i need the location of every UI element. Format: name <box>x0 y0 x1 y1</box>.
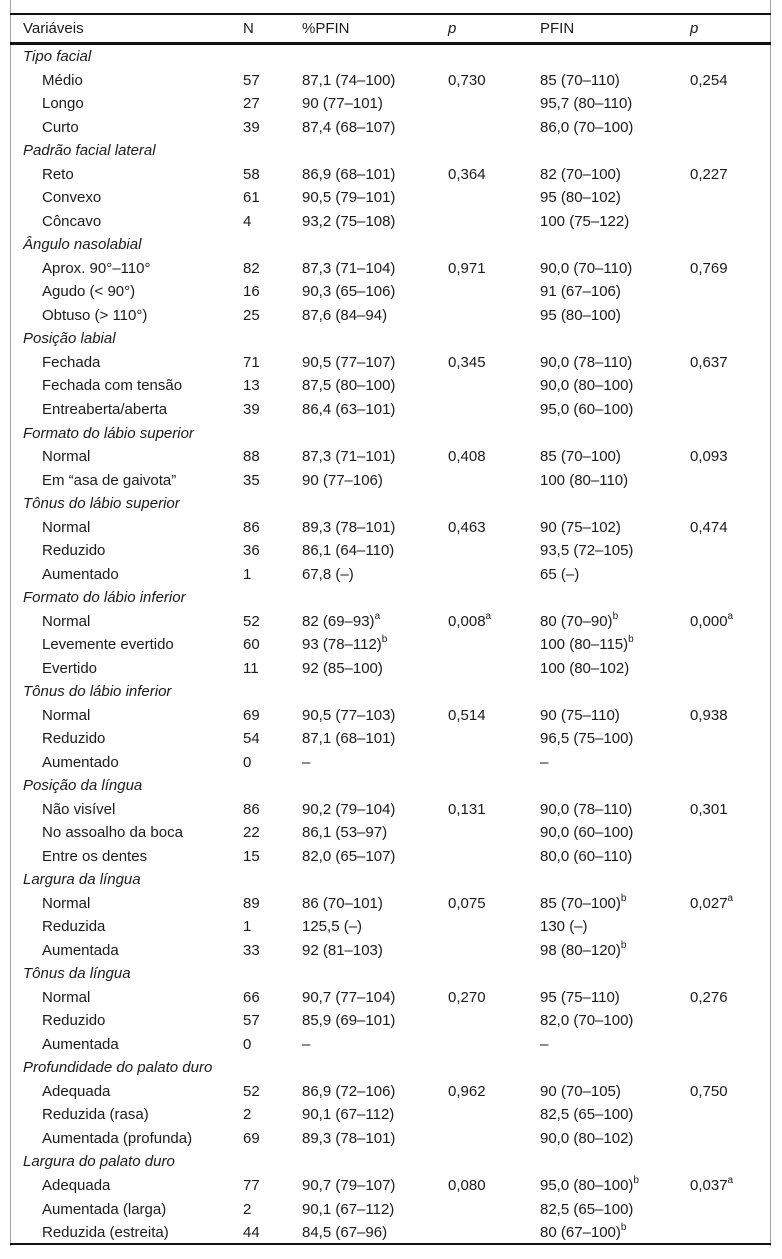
cell-pct-pfin: 86,9 (72–106) <box>302 1082 396 1100</box>
cell-pfin: 100 (80–102) <box>540 659 630 677</box>
section-header-row <box>10 962 770 986</box>
table-row <box>10 798 770 822</box>
cell-p2: 0,037$^a$ <box>690 1175 734 1194</box>
cell-pfin: 100 (75–122) <box>540 212 630 230</box>
cell-variable: Reduzido <box>42 1012 106 1030</box>
cell-pfin: 82 (70–100) <box>540 165 621 183</box>
cell-n: 44 <box>243 1224 260 1242</box>
cell-pct-pfin: 90,7 (77–104) <box>302 988 396 1006</box>
table-row <box>10 1127 770 1151</box>
cell-pfin: – <box>540 753 549 771</box>
cell-variable: Entre os dentes <box>42 847 148 865</box>
superscript-marker: a <box>727 1175 734 1186</box>
cell-pct-pfin: 87,4 (68–107) <box>302 118 396 136</box>
superscript-marker: a <box>374 610 381 622</box>
cell-pfin: 91 (67–106) <box>540 283 621 301</box>
cell-variable: Adequada <box>42 1177 111 1194</box>
cell-variable: Normal <box>42 894 91 912</box>
column-header-p1: p <box>448 20 457 37</box>
cell-pct-pfin: 87,6 (84–94) <box>302 306 388 324</box>
cell-pct-pfin: – <box>302 753 311 771</box>
column-header-pfin: PFIN <box>540 20 575 37</box>
cell-variable: Levemente evertido <box>42 636 174 654</box>
table-row <box>10 280 770 304</box>
cell-variable: Obtuso (> 110°) <box>42 306 148 324</box>
cell-pfin: 85 (70–100) <box>540 448 621 466</box>
table-row <box>10 186 770 210</box>
cell-pct-pfin: 90,3 (65–106) <box>302 283 396 301</box>
cell-p1: 0,131 <box>448 800 486 818</box>
cell-p1: 0,514 <box>448 706 486 724</box>
table-row <box>10 892 770 916</box>
cell-variable: Não visível <box>42 800 116 818</box>
cell-variable: Normal <box>42 988 91 1006</box>
cell-n: 52 <box>243 612 260 630</box>
cell-n: 1 <box>243 565 252 583</box>
table-row <box>10 1080 770 1104</box>
section-header-row <box>10 1056 770 1080</box>
cell-pfin: 90 (75–110) <box>540 706 620 724</box>
table-row <box>10 1103 770 1127</box>
section-title: Formato do lábio inferior <box>23 589 186 607</box>
cell-pfin: 85 $(70-100)^b$ <box>540 892 627 912</box>
table-row <box>10 1221 770 1245</box>
cell-pct-pfin: 87,3 (71–104) <box>302 259 396 277</box>
column-header-pct-pfin: %PFIN <box>302 20 350 37</box>
superscript-marker: b <box>633 1175 639 1186</box>
cell-pct-pfin: 93,2 (75–108) <box>302 212 396 230</box>
cell-pct-pfin: 93 $(78-112)^b$ <box>302 634 388 654</box>
cell-variable: Aumentado <box>42 753 119 771</box>
table-row <box>10 1009 770 1033</box>
cell-pfin: 90,0 (78–110) <box>540 800 633 818</box>
cell-p2: 0,938 <box>690 706 728 724</box>
superscript-marker: b <box>620 892 627 904</box>
section-header-row <box>10 868 770 892</box>
superscript-marker: a <box>485 610 492 622</box>
cell-n: 69 <box>243 1129 260 1147</box>
cell-pfin: 85 (70–110) <box>540 71 620 89</box>
cell-pct-pfin: 86,9 (68–101) <box>302 165 396 183</box>
cell-pfin: 95 (80–100) <box>540 306 621 324</box>
cell-variable: Médio <box>42 71 83 89</box>
cell-pct-pfin: 86,4 (63–101) <box>302 400 396 418</box>
cell-p2: 0,637 <box>690 353 728 371</box>
cell-p2: 0,276 <box>690 988 728 1006</box>
table-bottom-rule <box>10 1243 771 1245</box>
section-header-row <box>10 421 770 445</box>
cell-pct-pfin: 67,8 (–) <box>302 565 354 583</box>
table-row <box>10 821 770 845</box>
table-row <box>10 69 770 93</box>
table-row <box>10 727 770 751</box>
table-row <box>10 703 770 727</box>
cell-n: 88 <box>243 448 260 466</box>
cell-pct-pfin: 90,5 (77–103) <box>302 706 396 724</box>
cell-p2: 0,254 <box>690 71 728 89</box>
cell-pct-pfin: 125,5 (–) <box>302 918 363 936</box>
cell-n: 52 <box>243 1082 260 1100</box>
section-title: Largura da língua <box>23 871 141 889</box>
cell-variable: Evertido <box>42 659 98 677</box>
cell-pfin: 93,5 (72–105) <box>540 542 634 560</box>
section-title: Ângulo nasolabial <box>23 236 142 254</box>
section-header-row <box>10 774 770 798</box>
section-header-row <box>10 233 770 257</box>
cell-n: 82 <box>243 259 260 277</box>
superscript-marker: b <box>620 939 627 951</box>
section-title: Posição labial <box>23 330 116 348</box>
table-row <box>10 562 770 586</box>
section-title: Formato do lábio superior <box>23 424 194 442</box>
cell-n: 66 <box>243 988 260 1006</box>
column-header-n: N <box>243 20 254 37</box>
cell-pfin: 95 (75–110) <box>540 988 620 1006</box>
cell-pct-pfin: 90 (77–106) <box>302 471 383 489</box>
superscript-marker: b <box>628 634 634 646</box>
cell-pfin: 90 (75–102) <box>540 518 621 536</box>
cell-variable: No assoalho da boca <box>42 824 183 842</box>
cell-n: 0 <box>243 753 252 771</box>
cell-p1: 0,971 <box>448 259 486 277</box>
table-frame-right <box>770 0 771 1246</box>
cell-pfin: 86,0 (70–100) <box>540 118 634 136</box>
cell-n: 89 <box>243 894 260 912</box>
cell-pct-pfin: 92 (81–103) <box>302 941 383 959</box>
cell-pfin: 80 $(67-100)^b$ <box>540 1222 627 1242</box>
cell-variable: Curto <box>42 118 79 136</box>
cell-pct-pfin: 87,1 (74–100) <box>302 71 396 89</box>
table-row <box>10 656 770 680</box>
table-row <box>10 351 770 375</box>
cell-p2: 0,301 <box>690 800 728 818</box>
cell-variable: Aprox. 90°–110° <box>42 259 151 277</box>
cell-variable: Fechada <box>42 353 101 371</box>
table-row <box>10 92 770 116</box>
cell-variable: Em “asa de gaivota” <box>42 471 177 489</box>
cell-n: 11 <box>243 659 259 677</box>
table-row <box>10 1197 770 1221</box>
superscript-marker: a <box>727 892 734 904</box>
cell-n: 61 <box>243 189 260 207</box>
cell-pct-pfin: 89,3 (78–101) <box>302 518 396 536</box>
table-row <box>10 845 770 869</box>
cell-n: 13 <box>243 377 260 395</box>
table-row <box>10 257 770 281</box>
cell-n: 36 <box>243 542 260 560</box>
column-header-variables: Variáveis <box>23 20 84 37</box>
cell-variable: Normal <box>42 706 91 724</box>
cell-n: 4 <box>243 212 252 230</box>
section-header-row <box>10 492 770 516</box>
cell-pct-pfin: 86 (70–101) <box>302 894 383 912</box>
cell-p1: 0,270 <box>448 988 486 1006</box>
cell-n: 16 <box>243 283 260 301</box>
cell-pct-pfin: 82 $(69-93)^a$ <box>302 610 381 630</box>
table-row <box>10 986 770 1010</box>
cell-variable: Fechada com tensão <box>42 377 183 395</box>
section-title: Largura do palato duro <box>23 1153 175 1171</box>
section-header-row <box>10 586 770 610</box>
cell-n: 0 <box>243 1035 252 1053</box>
section-header-row <box>10 680 770 704</box>
section-title: Tônus da língua <box>23 965 131 983</box>
cell-pfin: 95,0 $(80-100)^b$ <box>540 1175 639 1194</box>
section-title: Posição da língua <box>23 777 143 795</box>
cell-pfin: 90,0 (78–110) <box>540 353 633 371</box>
section-header-row <box>10 327 770 351</box>
cell-pfin: 90,0 (60–100) <box>540 824 634 842</box>
cell-pct-pfin: 90,7 (79–107) <box>302 1177 396 1194</box>
cell-variable: Agudo (< 90°) <box>42 283 136 301</box>
cell-pct-pfin: 92 (85–100) <box>302 659 383 677</box>
cell-n: 35 <box>243 471 260 489</box>
cell-n: 25 <box>243 306 260 324</box>
cell-p2: 0,474 <box>690 518 728 536</box>
cell-pct-pfin: 90,5 (79–101) <box>302 189 396 207</box>
cell-variable: Reduzida (estreita) <box>42 1224 169 1242</box>
cell-pct-pfin: 86,1 (64–110) <box>302 542 395 560</box>
cell-pct-pfin: 87,3 (71–101) <box>302 448 396 466</box>
cell-variable: Reduzida <box>42 918 106 936</box>
cell-n: 57 <box>243 1012 260 1030</box>
cell-pfin: 82,0 (70–100) <box>540 1012 634 1030</box>
cell-n: 60 <box>243 636 260 654</box>
cell-n: 58 <box>243 165 260 183</box>
cell-pct-pfin: 87,5 (80–100) <box>302 377 396 395</box>
cell-pfin: 96,5 (75–100) <box>540 730 634 748</box>
cell-n: 39 <box>243 118 260 136</box>
table-row <box>10 750 770 774</box>
cell-p1: 0,463 <box>448 518 486 536</box>
table-row <box>10 939 770 963</box>
cell-p2: 0,769 <box>690 259 728 277</box>
cell-n: 39 <box>243 400 260 418</box>
superscript-marker: b <box>381 634 388 646</box>
cell-variable: Normal <box>42 612 91 630</box>
cell-variable: Entreaberta/aberta <box>42 400 168 418</box>
cell-p1: 0,080 <box>448 1177 486 1194</box>
cell-p1: 0,730 <box>448 71 486 89</box>
section-header-row <box>10 139 770 163</box>
cell-p1: 0,962 <box>448 1082 486 1100</box>
cell-variable: Reduzido <box>42 542 106 560</box>
table-row <box>10 445 770 469</box>
cell-pct-pfin: – <box>302 1035 311 1053</box>
superscript-marker: a <box>727 610 734 622</box>
table-row <box>10 515 770 539</box>
cell-variable: Reto <box>42 165 74 183</box>
cell-n: 54 <box>243 730 260 748</box>
cell-n: 2 <box>243 1106 252 1124</box>
cell-variable: Aumentada (larga) <box>42 1200 167 1218</box>
cell-p2: 0,000$^a$ <box>690 610 734 630</box>
cell-pfin: 65 (–) <box>540 565 580 583</box>
section-header-row <box>10 45 770 69</box>
table-row <box>10 374 770 398</box>
cell-n: 27 <box>243 95 260 113</box>
cell-pfin: 95,7 (80–110) <box>540 95 633 113</box>
cell-pfin: 95,0 (60–100) <box>540 400 634 418</box>
cell-pct-pfin: 90 (77–101) <box>302 95 383 113</box>
cell-p2: 0,227 <box>690 165 728 183</box>
cell-variable: Normal <box>42 448 91 466</box>
superscript-marker: b <box>620 1222 627 1234</box>
cell-pct-pfin: 82,0 (65–107) <box>302 847 396 865</box>
cell-pfin: 98 $(80-120)^b$ <box>540 939 627 959</box>
table-row <box>10 539 770 563</box>
cell-p2: 0,750 <box>690 1082 728 1100</box>
cell-variable: Côncavo <box>42 212 102 230</box>
cell-pfin: 80 $(70-90)^b$ <box>540 610 619 630</box>
cell-variable: Aumentada (profunda) <box>42 1129 193 1147</box>
cell-pfin: 95 (80–102) <box>540 189 621 207</box>
cell-variable: Adequada <box>42 1082 111 1100</box>
cell-p2: 0,093 <box>690 448 728 466</box>
table-row <box>10 1033 770 1057</box>
cell-pct-pfin: 90,5 (77–107) <box>302 353 396 371</box>
cell-pfin: 80,0 (60–110) <box>540 847 633 865</box>
cell-pct-pfin: 90,2 (79–104) <box>302 800 396 818</box>
cell-p1: 0,345 <box>448 353 486 371</box>
cell-variable: Reduzido <box>42 730 106 748</box>
cell-pct-pfin: 89,3 (78–101) <box>302 1129 396 1147</box>
cell-variable: Convexo <box>42 189 102 207</box>
cell-p2: 0,027$^a$ <box>690 892 734 912</box>
section-title: Profundidade do palato duro <box>23 1059 213 1077</box>
cell-n: 69 <box>243 706 260 724</box>
table-row <box>10 915 770 939</box>
table-row <box>10 304 770 328</box>
table-row <box>10 210 770 234</box>
table-row <box>10 468 770 492</box>
cell-pct-pfin: 86,1 (53–97) <box>302 824 388 842</box>
cell-p1: 0,075 <box>448 894 486 912</box>
superscript-marker: b <box>612 610 619 622</box>
cell-pfin: 82,5 (65–100) <box>540 1106 634 1124</box>
cell-pct-pfin: 87,1 (68–101) <box>302 730 396 748</box>
table-row <box>10 398 770 422</box>
cell-pfin: 100 (80–110) <box>540 471 629 489</box>
section-title: Tônus do lábio superior <box>23 495 180 513</box>
cell-pfin: 90,0 (70–110) <box>540 259 633 277</box>
cell-n: 1 <box>243 918 252 936</box>
cell-n: 77 <box>243 1177 260 1194</box>
cell-variable: Reduzida (rasa) <box>42 1106 149 1124</box>
cell-pfin: 90,0 (80–100) <box>540 377 634 395</box>
section-title: Tônus do lábio inferior <box>23 683 172 701</box>
cell-variable: Aumentada <box>42 1035 119 1053</box>
cell-n: 71 <box>243 353 260 371</box>
cell-p1: 0,364 <box>448 165 486 183</box>
cell-n: 15 <box>243 847 260 865</box>
section-title: Tipo facial <box>23 48 92 66</box>
table-header-row <box>10 15 770 42</box>
cell-n: 2 <box>243 1200 252 1218</box>
cell-pfin: 100 $(80-115)^b$ <box>540 634 634 654</box>
table-row <box>10 163 770 187</box>
cell-pfin: 130 (–) <box>540 918 588 936</box>
table-row <box>10 116 770 140</box>
section-title: Padrão facial lateral <box>23 142 156 160</box>
cell-pct-pfin: 90,1 (67–112) <box>302 1200 395 1218</box>
cell-pfin: – <box>540 1035 549 1053</box>
cell-pfin: 90 (70–105) <box>540 1082 621 1100</box>
table-row <box>10 609 770 633</box>
cell-n: 33 <box>243 941 260 959</box>
cell-p1: 0,408 <box>448 448 486 466</box>
table-row <box>10 1174 770 1198</box>
cell-n: 86 <box>243 518 260 536</box>
cell-variable: Aumentado <box>42 565 119 583</box>
cell-variable: Longo <box>42 95 84 113</box>
cell-pct-pfin: 85,9 (69–101) <box>302 1012 396 1030</box>
cell-pct-pfin: 90,1 (67–112) <box>302 1106 395 1124</box>
cell-pct-pfin: 84,5 (67–96) <box>302 1224 388 1242</box>
table-body <box>10 45 770 1244</box>
cell-pfin: 82,5 (65–100) <box>540 1200 634 1218</box>
cell-n: 22 <box>243 824 260 842</box>
cell-pfin: 90,0 (80–102) <box>540 1129 634 1147</box>
cell-n: 86 <box>243 800 260 818</box>
cell-variable: Aumentada <box>42 941 119 959</box>
table-row <box>10 633 770 657</box>
column-header-p2: p <box>690 20 699 37</box>
cell-p1: 0,008$^a$ <box>448 610 492 630</box>
section-header-row <box>10 1150 770 1174</box>
cell-variable: Normal <box>42 518 91 536</box>
cell-n: 57 <box>243 71 260 89</box>
